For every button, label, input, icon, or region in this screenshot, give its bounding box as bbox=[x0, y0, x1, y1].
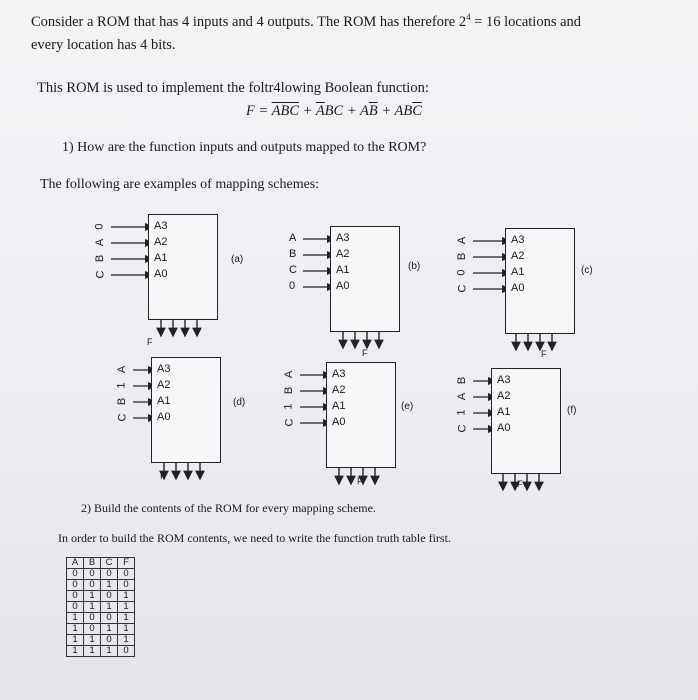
scheme-input-label: A bbox=[456, 392, 469, 401]
truth-table-cell: 0 bbox=[101, 635, 118, 646]
truth-table-cell: 0 bbox=[101, 613, 118, 624]
truth-table-cell: 1 bbox=[84, 602, 101, 613]
rom-address-pin: A3 bbox=[511, 234, 525, 246]
exponent: 4 bbox=[466, 12, 471, 22]
scheme-input-label: 1 bbox=[115, 382, 128, 389]
truth-table-cell: 0 bbox=[84, 580, 101, 591]
scheme-input-label: 0 bbox=[93, 223, 106, 230]
rom-address-pin: A3 bbox=[497, 374, 511, 386]
truth-table-row bbox=[67, 602, 135, 613]
truth-table-cell: 1 bbox=[101, 624, 118, 635]
truth-table-cell: 1 bbox=[67, 635, 84, 646]
truth-table-cell: 1 bbox=[118, 635, 135, 646]
rom-address-pin: A2 bbox=[157, 379, 171, 391]
truth-table-cell: 1 bbox=[118, 591, 135, 602]
scheme-input-label: C bbox=[116, 413, 129, 422]
rom-address-pin: A0 bbox=[336, 280, 350, 292]
truth-table bbox=[66, 557, 135, 657]
truth-table-row bbox=[67, 624, 135, 635]
rom-output-label: F bbox=[357, 476, 363, 486]
rom-output-label: F bbox=[160, 471, 166, 481]
rom-address-pin: A1 bbox=[157, 395, 171, 407]
scheme-input-label: A bbox=[94, 238, 107, 247]
truth-table-cell: 0 bbox=[118, 569, 135, 580]
rom-address-pin: A2 bbox=[336, 248, 350, 260]
truth-table-cell: 0 bbox=[84, 613, 101, 624]
truth-table-row bbox=[67, 613, 135, 624]
rom-output-label: F bbox=[541, 349, 547, 359]
scheme-input-label: 0 bbox=[455, 269, 468, 276]
truth-table-cell: 1 bbox=[118, 602, 135, 613]
scheme-label: (f) bbox=[567, 405, 577, 416]
scheme-input-label: B bbox=[289, 248, 297, 260]
overlined-literal: $\overline{A}$ bbox=[315, 103, 325, 119]
rom-output-label: F bbox=[517, 479, 523, 489]
rom-address-pin: A2 bbox=[511, 250, 525, 262]
truth-table-cell: 1 bbox=[118, 624, 135, 635]
truth-table-cell: 1 bbox=[84, 591, 101, 602]
truth-table-row bbox=[67, 580, 135, 591]
scheme-input-label: C bbox=[456, 284, 469, 293]
truth-table-intro: In order to build the ROM contents, we need to write the function truth table first. bbox=[58, 531, 451, 545]
plain-literal: BC bbox=[324, 103, 344, 119]
truth-table-cell: 1 bbox=[118, 613, 135, 624]
rom-address-pin: A2 bbox=[154, 236, 168, 248]
usage-sentence: This ROM is used to implement the foltr4lowing Boolean function: bbox=[37, 80, 429, 96]
scheme-input-label: B bbox=[456, 252, 469, 261]
truth-table-header-cell: B bbox=[84, 558, 101, 569]
truth-table-cell: 0 bbox=[101, 569, 118, 580]
rom-address-pin: A0 bbox=[332, 416, 346, 428]
truth-table-cell: 1 bbox=[101, 580, 118, 591]
rom-address-pin: A2 bbox=[332, 384, 346, 396]
truth-table-cell: 1 bbox=[67, 613, 84, 624]
scheme-input-label: B bbox=[116, 397, 129, 406]
question-2: 2) Build the contents of the ROM for every mapping scheme. bbox=[81, 501, 376, 515]
scheme-input-label: C bbox=[94, 270, 107, 279]
rom-output-label: F bbox=[362, 348, 368, 358]
scheme-label: (b) bbox=[408, 261, 421, 272]
rom-address-pin: A3 bbox=[154, 220, 168, 232]
rom-output-label: F bbox=[147, 337, 153, 347]
scheme-input-label: C bbox=[283, 418, 296, 427]
function-lhs: F = bbox=[246, 103, 272, 119]
scheme-label: (e) bbox=[401, 401, 414, 412]
plain-literal: AB bbox=[394, 103, 413, 119]
overlined-literal: $\overline{BC}$ bbox=[280, 103, 300, 119]
scheme-label: (d) bbox=[233, 397, 246, 408]
truth-table-header bbox=[67, 558, 135, 569]
scheme-input-label: A bbox=[289, 232, 297, 244]
rom-address-pin: A1 bbox=[511, 266, 525, 278]
scheme-input-label: C bbox=[289, 264, 297, 276]
rom-address-pin: A0 bbox=[157, 411, 171, 423]
rom-address-pin: A2 bbox=[497, 390, 511, 402]
scheme-input-label: B bbox=[456, 376, 469, 385]
overlined-literal: $\overline{B}$ bbox=[368, 103, 378, 119]
scheme-input-label: 0 bbox=[289, 280, 296, 292]
scheme-input-label: B bbox=[94, 254, 107, 263]
plus-operator: + bbox=[299, 103, 316, 119]
plus-operator: + bbox=[343, 103, 360, 119]
rom-address-pin: A3 bbox=[157, 363, 171, 375]
truth-table-cell: 0 bbox=[101, 591, 118, 602]
overlined-literal: $\overline{A}$ bbox=[271, 103, 281, 119]
overlined-literal: $\overline{C}$ bbox=[412, 103, 422, 119]
rom-address-pin: A0 bbox=[154, 268, 168, 280]
intro-line-1-start: Consider a ROM that has 4 inputs and 4 outputs. The ROM has therefore 2 bbox=[31, 13, 467, 30]
truth-table-row bbox=[67, 635, 135, 646]
rom-address-pin: A0 bbox=[497, 422, 511, 434]
truth-table-cell: 0 bbox=[84, 569, 101, 580]
rom-address-pin: A0 bbox=[511, 282, 525, 294]
scheme-label: (a) bbox=[231, 254, 244, 265]
examples-line: The following are examples of mapping schemes: bbox=[40, 177, 320, 192]
truth-table-header-cell: C bbox=[101, 558, 118, 569]
intro-line-2: every location has 4 bits. bbox=[31, 37, 176, 53]
scheme-input-label: A bbox=[283, 370, 296, 379]
rom-address-pin: A1 bbox=[332, 400, 346, 412]
truth-table-cell: 0 bbox=[67, 591, 84, 602]
rom-address-pin: A1 bbox=[336, 264, 350, 276]
scheme-input-label: 1 bbox=[282, 403, 295, 410]
truth-table-header-cell: F bbox=[118, 558, 135, 569]
truth-table-header-cell: A bbox=[67, 558, 84, 569]
truth-table-cell: 1 bbox=[67, 646, 84, 657]
plain-literal: A bbox=[359, 103, 369, 119]
truth-table-cell: 0 bbox=[67, 602, 84, 613]
truth-table-cell: 1 bbox=[101, 646, 118, 657]
scheme-input-label: A bbox=[456, 236, 469, 245]
truth-table-cell: 1 bbox=[101, 602, 118, 613]
truth-table-cell: 1 bbox=[67, 624, 84, 635]
scheme-input-label: C bbox=[456, 424, 469, 433]
truth-table-cell: 0 bbox=[118, 646, 135, 657]
truth-table-row bbox=[67, 569, 135, 580]
scheme-label: (c) bbox=[581, 265, 593, 276]
truth-table-cell: 0 bbox=[67, 580, 84, 591]
plus-operator: + bbox=[377, 103, 395, 119]
rom-address-pin: A3 bbox=[336, 232, 350, 244]
rom-address-pin: A1 bbox=[154, 252, 168, 264]
truth-table-row bbox=[67, 591, 135, 602]
truth-table-cell: 0 bbox=[67, 569, 84, 580]
scheme-input-label: 1 bbox=[455, 409, 468, 416]
scheme-input-label: B bbox=[283, 386, 296, 395]
truth-table-cell: 0 bbox=[118, 580, 135, 591]
question-1: 1) How are the function inputs and outputs mapped to the ROM? bbox=[62, 140, 427, 155]
intro-line-1-end: = 16 locations and bbox=[470, 13, 582, 30]
truth-table-cell: 1 bbox=[84, 635, 101, 646]
rom-address-pin: A3 bbox=[332, 368, 346, 380]
truth-table-cell: 0 bbox=[84, 624, 101, 635]
rom-address-pin: A1 bbox=[497, 406, 511, 418]
truth-table-cell: 1 bbox=[84, 646, 101, 657]
truth-table-row bbox=[67, 646, 135, 657]
scheme-input-label: A bbox=[116, 365, 129, 374]
